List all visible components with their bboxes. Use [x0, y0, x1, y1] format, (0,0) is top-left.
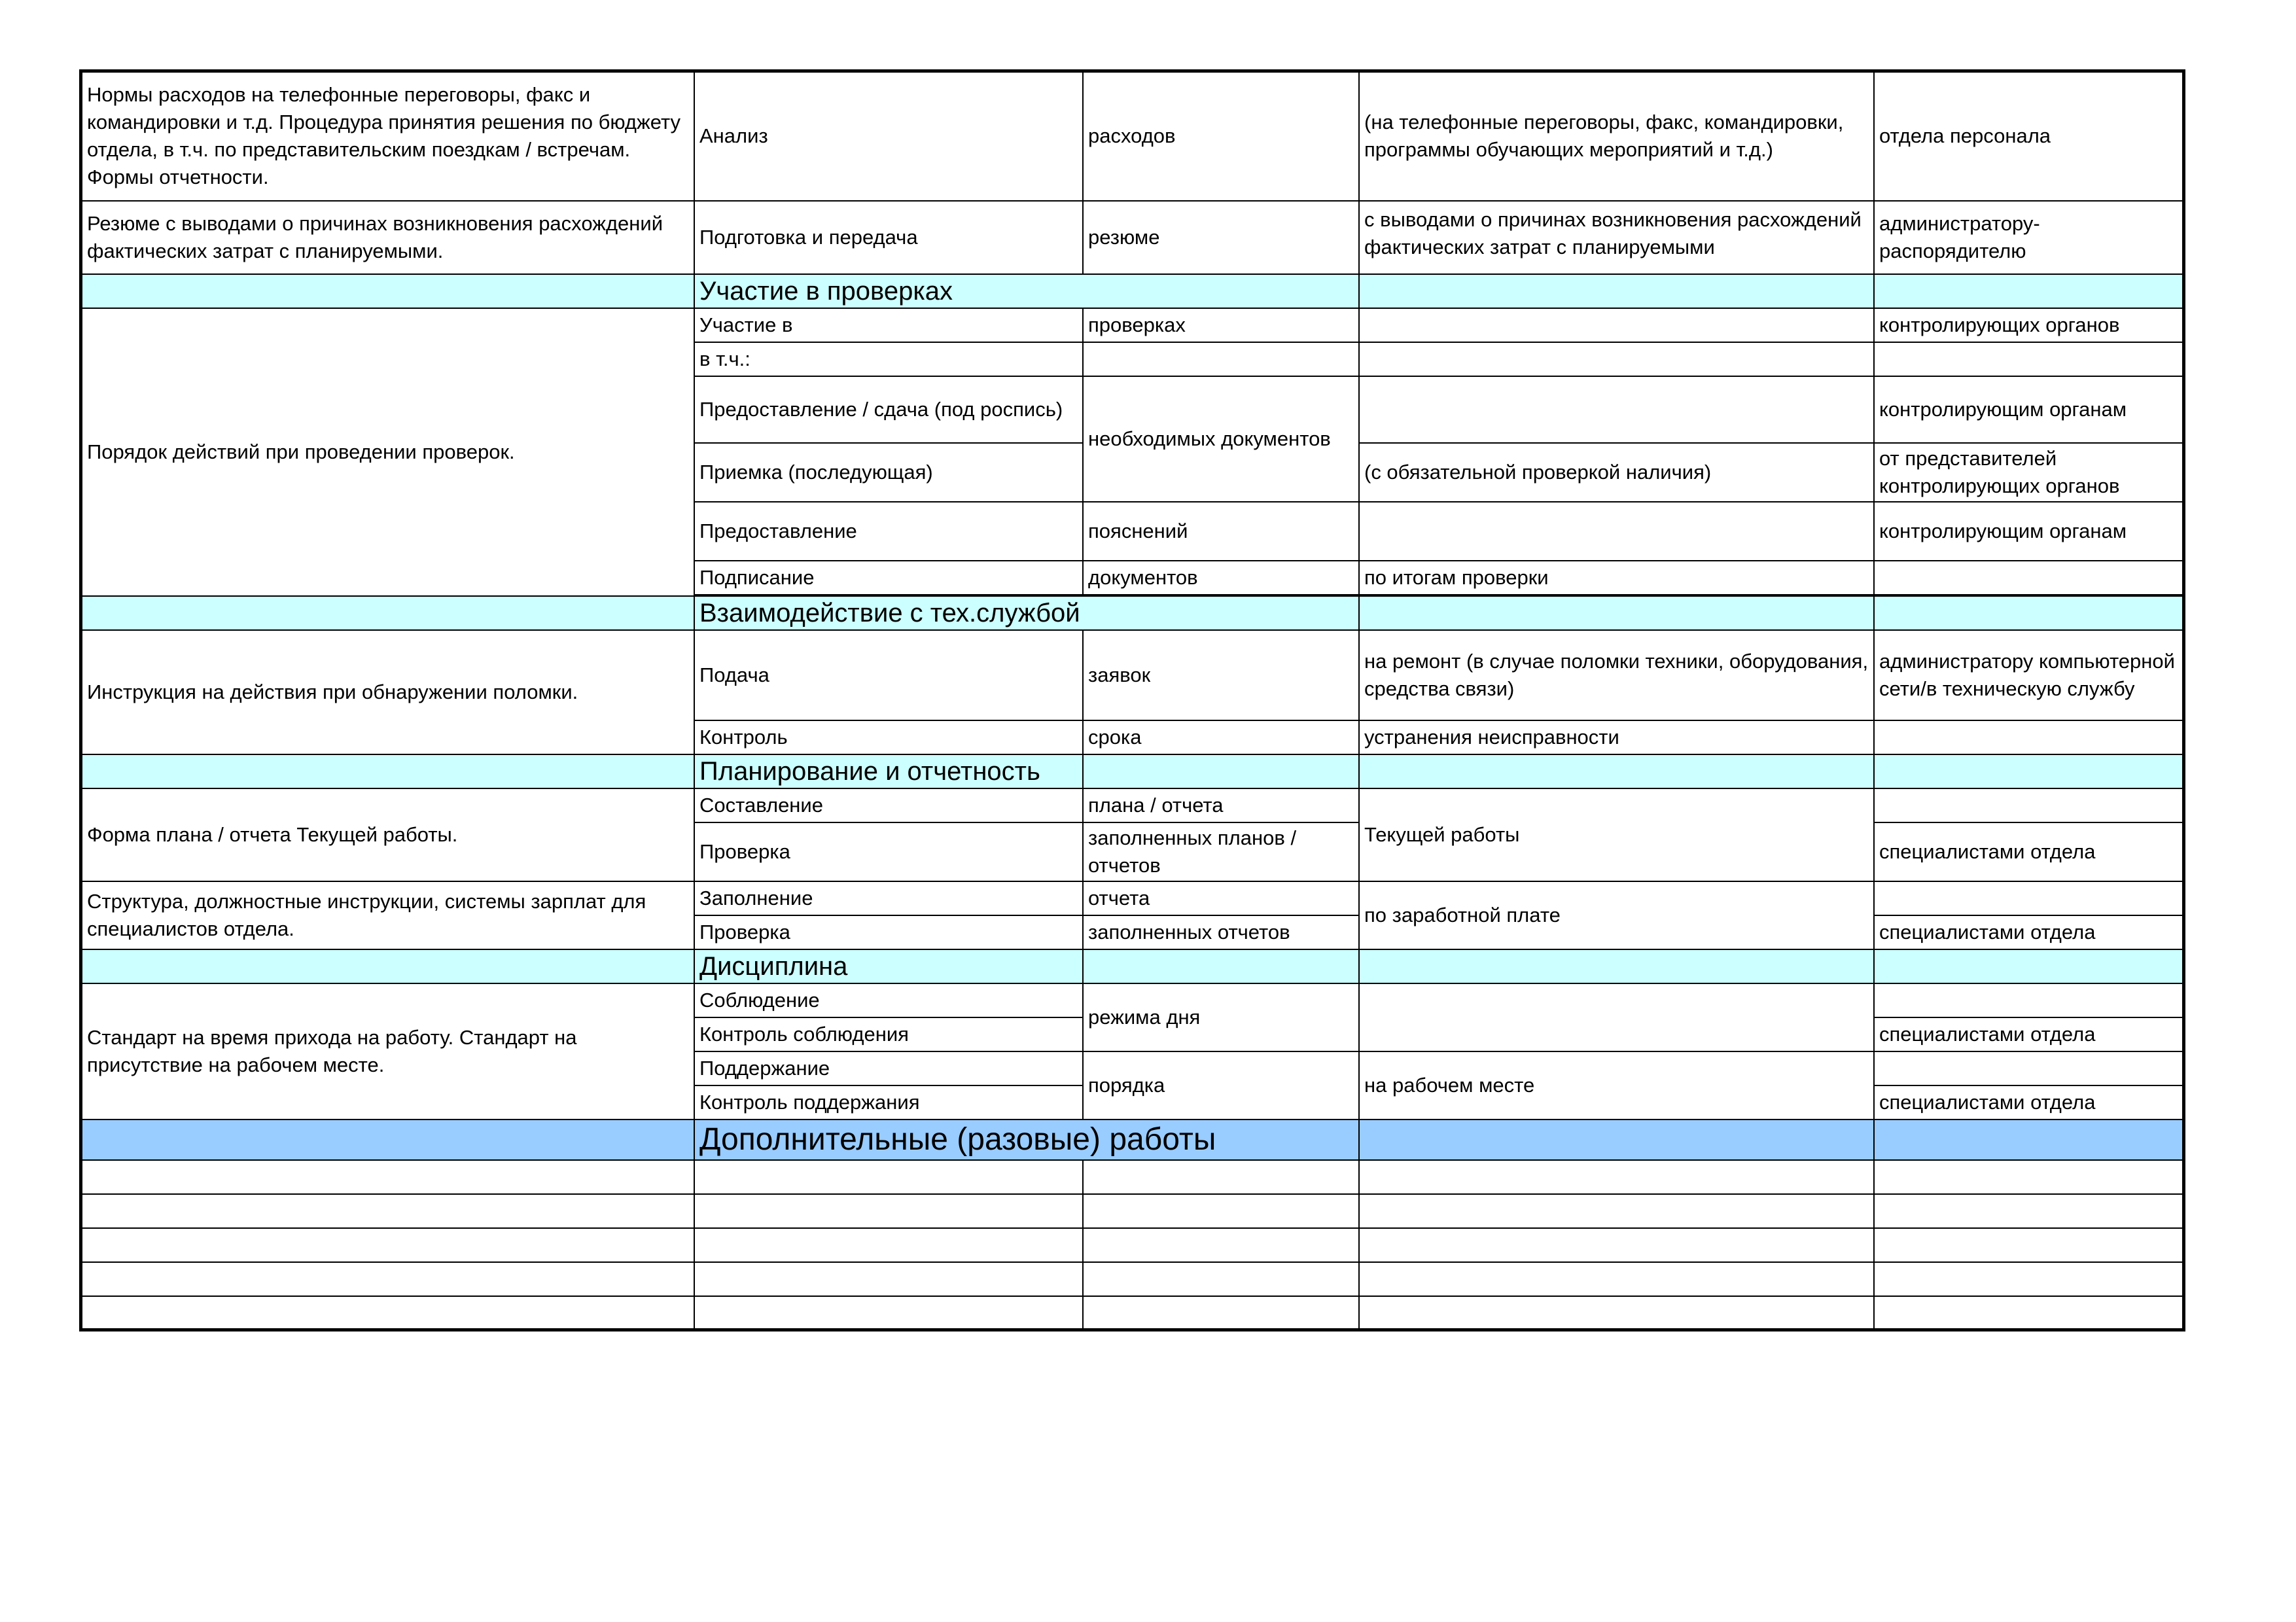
responsibilities-table — [79, 69, 2185, 1331]
action-cell: Подписание — [694, 561, 1083, 595]
section-title: Дополнительные (разовые) работы — [694, 1120, 1359, 1160]
table-row — [81, 788, 2184, 822]
object-cell: резюме — [1083, 201, 1359, 274]
target-cell: специалистами отдела — [1874, 1017, 2183, 1051]
section-title: Взаимодействие с тех.службой — [694, 596, 1359, 630]
basis-cell: Стандарт на время прихода на работу. Стандарт на присутствие на рабочем месте. — [81, 983, 695, 1120]
detail-cell — [1359, 342, 1874, 376]
basis-cell: Инструкция на действия при обнаружении поломки. — [81, 630, 695, 754]
object-cell — [1083, 342, 1359, 376]
detail-cell: Текущей работы — [1359, 788, 1874, 881]
object-cell: проверках — [1083, 308, 1359, 342]
action-cell: Поддержание — [694, 1051, 1083, 1085]
target-cell — [1874, 1051, 2183, 1085]
target-cell: администратору-распорядителю — [1874, 201, 2183, 274]
detail-cell: (с обязательной проверкой наличия) — [1359, 443, 1874, 502]
empty-row — [81, 1160, 2184, 1194]
action-cell: Проверка — [694, 822, 1083, 881]
table-row — [81, 630, 2184, 720]
action-cell: Подача — [694, 630, 1083, 720]
table-row — [81, 201, 2184, 274]
section-title: Планирование и отчетность — [694, 754, 1083, 788]
object-cell: пояснений — [1083, 502, 1359, 561]
table-row — [81, 71, 2184, 201]
section-row — [81, 274, 2184, 308]
table-row — [81, 308, 2184, 342]
empty-row — [81, 1228, 2184, 1262]
target-cell — [1874, 561, 2183, 595]
action-cell: Соблюдение — [694, 983, 1083, 1017]
detail-cell — [1359, 376, 1874, 443]
target-cell: от представителей контролирующих органов — [1874, 443, 2183, 502]
target-cell: контролирующих органов — [1874, 308, 2183, 342]
target-cell: специалистами отдела — [1874, 822, 2183, 881]
object-cell: плана / отчета — [1083, 788, 1359, 822]
basis-cell: Резюме с выводами о причинах возникновения расхождений фактических затрат с планируемыми. — [81, 201, 695, 274]
basis-cell: Форма плана / отчета Текущей работы. — [81, 788, 695, 881]
target-cell — [1874, 881, 2183, 915]
detail-cell: устранения неисправности — [1359, 720, 1874, 754]
target-cell: контролирующим органам — [1874, 502, 2183, 561]
target-cell: специалистами отдела — [1874, 1085, 2183, 1120]
target-cell: контролирующим органам — [1874, 376, 2183, 443]
object-cell: заявок — [1083, 630, 1359, 720]
basis-cell: Структура, должностные инструкции, системы зарплат для специалистов отдела. — [81, 881, 695, 949]
section-row — [81, 1120, 2184, 1160]
detail-text: с выводами о причинах возникновения расхождений фактических затрат с планируемыми — [1364, 207, 1862, 258]
empty-row — [81, 1262, 2184, 1296]
action-cell: Предоставление — [694, 502, 1083, 561]
action-cell: Анализ — [694, 71, 1083, 201]
detail-cell: по заработной плате — [1359, 881, 1874, 949]
detail-cell — [1359, 201, 1874, 274]
action-cell: Проверка — [694, 915, 1083, 949]
empty-row — [81, 1194, 2184, 1228]
target-cell: отдела персонала — [1874, 71, 2183, 201]
action-cell: Участие в — [694, 308, 1083, 342]
action-cell: Предоставление / сдача (под роспись) — [694, 376, 1083, 443]
detail-cell: по итогам проверки — [1359, 561, 1874, 595]
section-row — [81, 596, 2184, 630]
basis-cell: Нормы расходов на телефонные переговоры, факс и командировки и т.д. Процедура принятия решения по бюджету отдела, в т.ч. по представительским поездкам / встречам. Формы отчетности. — [81, 71, 695, 201]
object-cell: отчета — [1083, 881, 1359, 915]
target-cell — [1874, 788, 2183, 822]
empty-row — [81, 1296, 2184, 1330]
object-cell: необходимых документов — [1083, 376, 1359, 502]
action-cell: Приемка (последующая) — [694, 443, 1083, 502]
detail-cell: на рабочем месте — [1359, 1051, 1874, 1120]
section-row — [81, 754, 2184, 788]
object-cell: расходов — [1083, 71, 1359, 201]
section-title: Участие в проверках — [694, 274, 1359, 308]
target-cell — [1874, 342, 2183, 376]
object-cell: порядка — [1083, 1051, 1359, 1120]
basis-cell: Порядок действий при проведении проверок. — [81, 308, 695, 596]
target-cell — [1874, 720, 2183, 754]
object-cell: заполненных отчетов — [1083, 915, 1359, 949]
detail-cell — [1359, 308, 1874, 342]
action-cell: Контроль — [694, 720, 1083, 754]
table-row — [81, 881, 2184, 915]
action-cell: Составление — [694, 788, 1083, 822]
object-cell: документов — [1083, 561, 1359, 595]
target-cell — [1874, 983, 2183, 1017]
action-cell: Заполнение — [694, 881, 1083, 915]
target-cell: специалистами отдела — [1874, 915, 2183, 949]
action-cell: Контроль соблюдения — [694, 1017, 1083, 1051]
detail-cell — [1359, 502, 1874, 561]
object-cell: режима дня — [1083, 983, 1359, 1051]
object-cell: заполненных планов / отчетов — [1083, 822, 1359, 881]
section-row — [81, 949, 2184, 983]
detail-cell: на ремонт (в случае поломки техники, оборудования, средства связи) — [1359, 630, 1874, 720]
action-cell: Подготовка и передача — [694, 201, 1083, 274]
table-row — [81, 983, 2184, 1017]
section-title: Дисциплина — [694, 949, 1083, 983]
action-cell: Контроль поддержания — [694, 1085, 1083, 1120]
action-cell: в т.ч.: — [694, 342, 1083, 376]
object-cell: срока — [1083, 720, 1359, 754]
target-cell: администратору компьютерной сети/в техническую службу — [1874, 630, 2183, 720]
detail-cell — [1359, 983, 1874, 1051]
detail-cell: (на телефонные переговоры, факс, командировки, программы обучающих мероприятий и т.д.) — [1359, 71, 1874, 201]
